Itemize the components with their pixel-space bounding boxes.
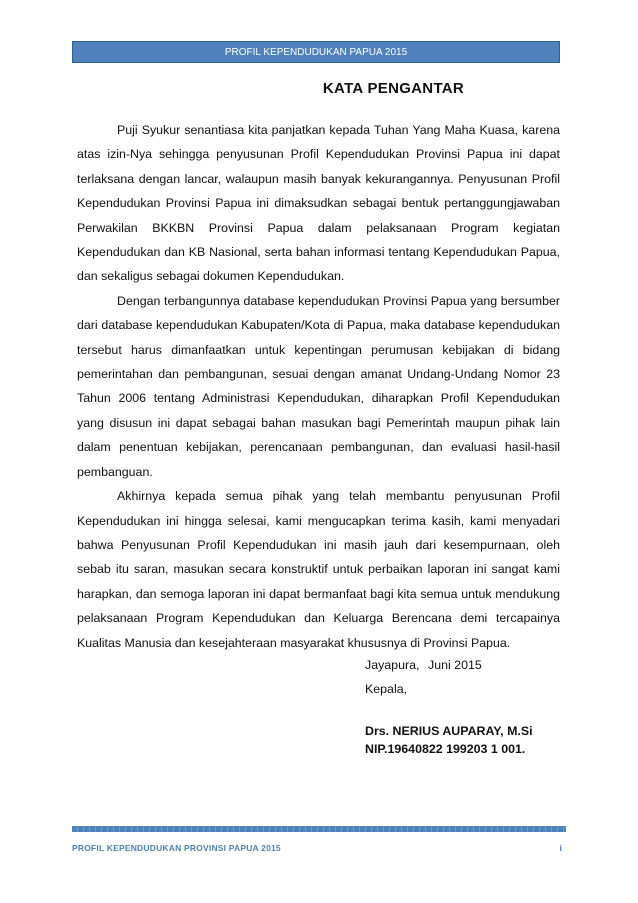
running-footer bbox=[72, 843, 566, 853]
paragraph-2: Dengan terbangunnya database kependudukan Provinsi Papua yang bersumber dari database kependudukan Kabupaten/Kota di Papua, maka database kependudukan tersebut harus dimanfaatkan untuk kepentingan perumusan kebijakan di bidang pemerintahan dan pembangunan, sesuai dengan amanat Undang-Undang Nomor 23 Tahun 2006 tentang Administrasi Kependudukan, diharapkan Profil Kependudukan yang disusun ini dapat sebagai bahan masukan bagi Pemerintah maupun pihak lain dalam penentuan kebijakan, perencanaan pembangunan, dan evaluasi hasil-hasil pembanguan. bbox=[77, 293, 560, 479]
paragraph-1: Puji Syukur senantiasa kita panjatkan kepada Tuhan Yang Maha Kuasa, karena atas izin-Nya sehingga penyusunan Profil Kependudukan Provinsi Papua ini dapat terlaksana dengan lancar, walaupun masih banyak kekurangannya. Penyusunan Profil Kependudukan Provinsi Papua ini dimaksudkan sebagai bentuk pertanggungjawaban Perwakilan BKKBN Provinsi Papua dalam pelaksanaan Program kegiatan Kependudukan dan KB Nasional, serta bahan informasi tentang Kependudukan Papua, dan sekaligus sebagai dokumen Kependudukan. bbox=[77, 123, 560, 284]
foreword-body bbox=[77, 118, 560, 655]
footer-divider bbox=[72, 826, 566, 832]
signature-position: Kepala, bbox=[365, 682, 408, 696]
paragraph-3: Akhirnya kepada semua pihak yang telah membantu penyusunan Profil Kependudukan ini hingga selesai, kami mengucapkan terima kasih, kami menyadari bahwa Penyusunan Profil Kependudukan ini masih jauh dari kesempurnaan, oleh sebab itu saran, masukan secara konstruktif untuk perbaikan laporan ini sangat kami harapkan, dan semoga laporan ini dapat bermanfaat bagi kita semua untuk mendukung pelaksanaan Program Kependudukan dan Keluarga Berencana demi tercapainya Kualitas Manusia dan kesejahteraan masyarakat khususnya di Provinsi Papua. bbox=[77, 489, 560, 650]
signature-date: Juni 2015 bbox=[428, 658, 482, 672]
signature-name: Drs. NERIUS AUPARAY, M.Si bbox=[365, 724, 533, 738]
page-number: i bbox=[559, 843, 562, 853]
footer-title: PROFIL KEPENDUDUKAN PROVINSI PAPUA 2015 bbox=[72, 843, 281, 853]
signature-nip: NIP.19640822 199203 1 001. bbox=[365, 742, 526, 756]
signature-place-date bbox=[365, 653, 533, 677]
signature-city: Jayapura, bbox=[365, 658, 420, 672]
running-header-title: PROFIL KEPENDUDUKAN PAPUA 2015 bbox=[224, 47, 408, 58]
signature-block bbox=[365, 653, 533, 758]
page-title: KATA PENGANTAR bbox=[322, 80, 465, 97]
running-header bbox=[72, 41, 560, 63]
